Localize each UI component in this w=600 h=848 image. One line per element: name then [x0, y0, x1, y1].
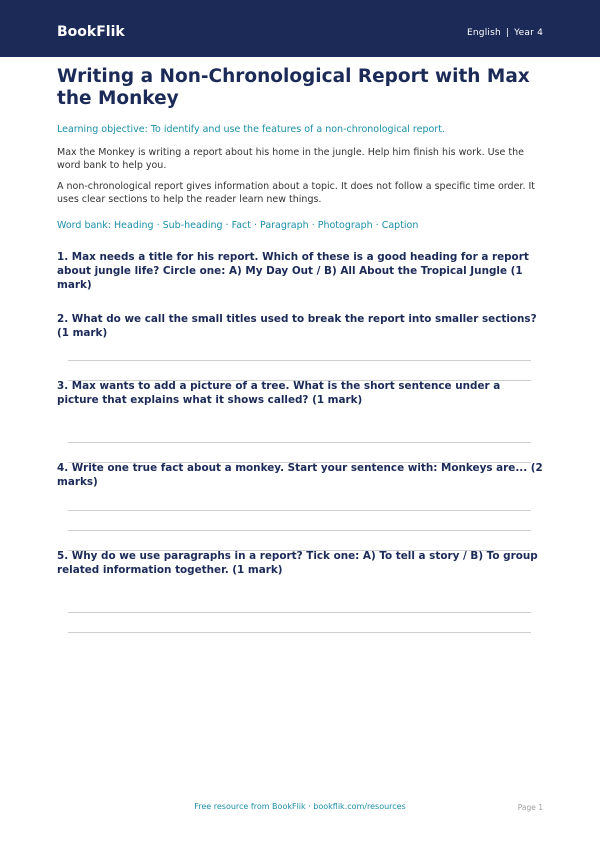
answer-line[interactable]: [68, 442, 531, 443]
subject-label: English: [467, 28, 501, 38]
intro-paragraph-1: Max the Monkey is writing a report about his home in the jungle. Help him finish his work. Use the word bank to help you.: [57, 147, 524, 171]
subject-year-label: [467, 28, 543, 38]
meta-separator: |: [505, 28, 510, 38]
question-2: 2. What do we call the small titles used to break the report into smaller sections? (1 mark): [57, 313, 537, 339]
header-bar: [0, 0, 600, 57]
page-number: Page 1: [517, 803, 543, 812]
worksheet-title: Writing a Non-Chronological Report with Max the Monkey: [57, 66, 530, 109]
question-4: 4. Write one true fact about a monkey. Start your sentence with: Monkeys are... (2 marks): [57, 462, 543, 488]
footer-resource-link[interactable]: Free resource from BookFlik · bookflik.com/resources: [194, 802, 406, 811]
question-5: 5. Why do we use paragraphs in a report? Tick one: A) To tell a story / B) To group related information together. (1 mark): [57, 550, 538, 576]
answer-line[interactable]: [68, 510, 531, 511]
answer-line[interactable]: [68, 612, 531, 613]
answer-line[interactable]: [68, 632, 531, 633]
year-label: Year 4: [514, 28, 543, 38]
word-bank: Word bank: Heading · Sub-heading · Fact · Paragraph · Photograph · Caption: [57, 220, 419, 231]
answer-line[interactable]: [68, 360, 531, 361]
brand-logo-text[interactable]: BookFlik: [57, 24, 125, 40]
answer-line[interactable]: [68, 530, 531, 531]
question-1: 1. Max needs a title for his report. Which of these is a good heading for a report about jungle life? Circle one: A) My Day Out / B) All About the Tropical Jungle (1 mark): [57, 251, 529, 291]
learning-objective: Learning objective: To identify and use the features of a non-chronological report.: [57, 124, 445, 135]
intro-paragraph-2: A non-chronological report gives information about a topic. It does not follow a specific time order. It uses clear sections to help the reader learn new things.: [57, 181, 536, 205]
question-3: 3. Max wants to add a picture of a tree. What is the short sentence under a picture that explains what it shows called? (1 mark): [57, 380, 501, 406]
